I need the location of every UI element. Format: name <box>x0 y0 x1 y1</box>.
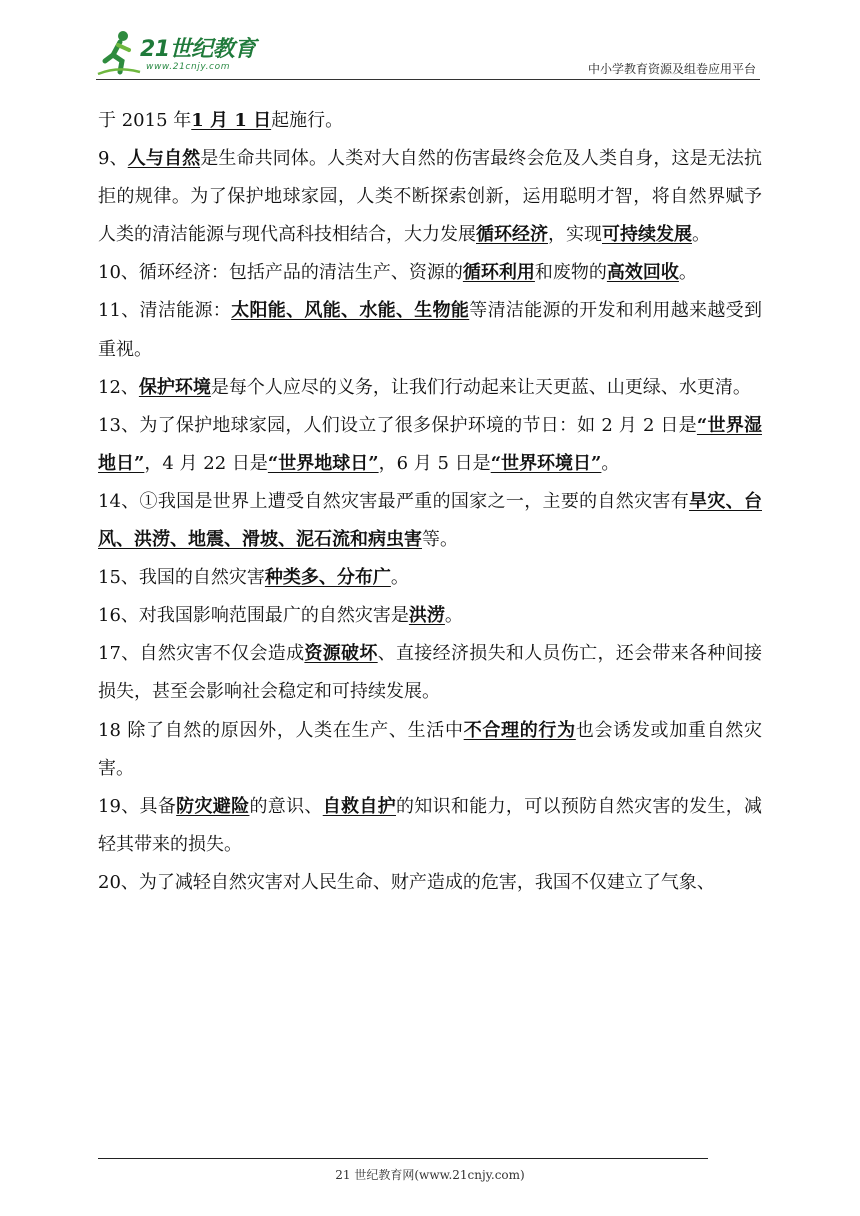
underlined-keyword: 1 月 1 日 <box>191 110 272 131</box>
paragraph <box>98 140 762 254</box>
paragraph <box>98 712 762 788</box>
text-segment: ，4 月 22 日是 <box>144 452 268 474</box>
logo <box>96 28 266 78</box>
underlined-keyword: 循环经济 <box>476 224 548 246</box>
underlined-keyword: 不合理的行为 <box>463 719 576 741</box>
text-segment: ，6 月 5 日是 <box>378 452 491 474</box>
text-segment: 。 <box>444 605 463 627</box>
text-segment: 9、 <box>98 148 128 170</box>
underlined-keyword: 保护环境 <box>138 376 211 398</box>
paragraph <box>98 407 762 483</box>
text-segment: 的意识、 <box>249 795 323 817</box>
text-segment: 11、清洁能源： <box>98 300 232 322</box>
footer-divider <box>98 1158 708 1159</box>
text-segment: 的知识和能力，可以预防自然灾害的发生，减轻其带来的损失。 <box>98 795 763 855</box>
paragraph <box>98 864 762 902</box>
text-segment: ，实现 <box>548 224 602 246</box>
text-segment: 19、具备 <box>98 795 177 817</box>
text-segment: 16、对我国影响范围最广的自然灾害是 <box>98 605 409 627</box>
underlined-keyword: 洪涝 <box>408 605 445 627</box>
text-segment: 18 除了自然的原因外，人类在生产、生活中 <box>98 719 464 741</box>
text-segment: 起施行。 <box>271 110 344 131</box>
logo-text: 21世纪教育 <box>140 37 256 62</box>
text-segment: 、直接经济损失和人员伤亡，还会带来各种间接损失，甚至会影响社会稳定和可持续发展。 <box>98 643 763 703</box>
underlined-keyword: “世界地球日” <box>267 452 379 474</box>
paragraph <box>98 635 762 711</box>
text-segment: 。 <box>601 452 620 474</box>
paragraph <box>98 559 762 597</box>
text-segment: 于 2015 年 <box>98 110 192 131</box>
paragraph <box>98 102 762 140</box>
text-segment: 。 <box>692 224 710 246</box>
underlined-keyword: 自救自护 <box>322 795 397 817</box>
text-segment: 是生命共同体。人类对大自然的伤害最终会危及人类自身，这是无法抗拒的规律。为了保护地球家园，人类不断探索创新，运用聪明才智，将自然界赋予人类的清洁能源与现代高科技相结合，大力发展 <box>98 148 763 246</box>
paragraph <box>98 788 762 864</box>
underlined-keyword: 资源破坏 <box>304 643 378 665</box>
underlined-keyword: “世界环境日” <box>490 452 602 474</box>
text-segment: 14、①我国是世界上遭受自然灾害最严重的国家之一，主要的自然灾害有 <box>98 490 690 512</box>
underlined-keyword: 人与自然 <box>127 148 201 170</box>
text-segment: 是每个人应尽的义务，让我们行动起来让天更蓝、山更绿、水更清。 <box>210 376 751 398</box>
text-segment: 和废物的 <box>534 262 607 284</box>
underlined-keyword: 循环利用 <box>462 262 535 284</box>
underlined-keyword: 可持续发展 <box>602 224 692 246</box>
text-segment: 等。 <box>422 529 458 551</box>
text-segment: 12、 <box>98 376 139 398</box>
text-segment: 17、自然灾害不仅会造成 <box>98 643 305 665</box>
logo-url: www.21cnjy.com <box>146 62 231 72</box>
underlined-keyword: 防灾避险 <box>176 795 250 817</box>
underlined-keyword: 种类多、分布广 <box>264 567 391 589</box>
page-header <box>96 28 760 80</box>
text-segment: 也会诱发或加重自然灾害。 <box>98 719 762 779</box>
document-body <box>98 102 762 902</box>
text-segment: 等清洁能源的开发和利用越来越受到重视。 <box>98 300 763 360</box>
header-divider <box>96 79 760 80</box>
paragraph <box>98 369 762 407</box>
paragraph <box>98 254 762 292</box>
text-segment: 。 <box>678 262 697 284</box>
platform-name: 中小学教育资源及组卷应用平台 <box>587 62 756 76</box>
paragraph <box>98 597 762 635</box>
text-segment: 。 <box>390 567 409 589</box>
paragraph <box>98 292 762 368</box>
underlined-keyword: “世界湿地日” <box>98 414 762 474</box>
text-segment: 15、我国的自然灾害 <box>98 567 265 589</box>
text-segment: 13、为了保护地球家园，人们设立了很多保护环境的节日：如 2 月 2 日是 <box>98 414 697 436</box>
runner-logo-icon <box>96 28 142 78</box>
paragraph <box>98 483 762 559</box>
underlined-keyword: 高效回收 <box>606 262 679 284</box>
underlined-keyword: 旱灾、台风、洪涝、地震、滑坡、泥石流和病虫害 <box>98 490 762 551</box>
text-segment: 10、循环经济：包括产品的清洁生产、资源的 <box>98 262 463 284</box>
underlined-keyword: 太阳能、风能、水能、生物能 <box>231 300 470 322</box>
page-footer: 21 世纪教育网(www.21cnjy.com) <box>335 1168 525 1182</box>
text-segment: 20、为了减轻自然灾害对人民生命、财产造成的危害，我国不仅建立了气象、 <box>98 871 715 893</box>
